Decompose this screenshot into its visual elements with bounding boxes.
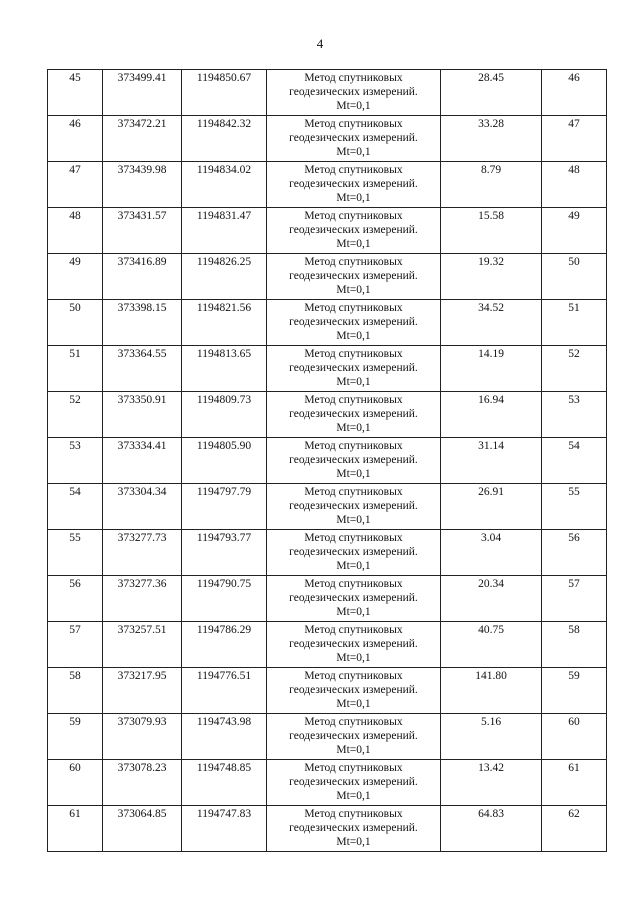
next-point-cell: 60 — [542, 714, 607, 760]
method-text: Метод спутниковых — [304, 210, 403, 222]
point-number-cell: 45 — [48, 70, 103, 116]
point-number-cell: 53 — [48, 438, 103, 484]
method-text: Метод спутниковых — [304, 164, 403, 176]
method-cell — [267, 300, 441, 346]
method-text: Mt=0,1 — [336, 560, 371, 572]
method-text: Метод спутниковых — [304, 808, 403, 820]
method-cell — [267, 392, 441, 438]
distance-cell: 34.52 — [441, 300, 542, 346]
table-row — [48, 484, 607, 530]
method-text: Mt=0,1 — [336, 514, 371, 526]
method-text: Метод спутниковых — [304, 302, 403, 314]
point-number-cell: 47 — [48, 162, 103, 208]
method-text: геодезических измерений. — [289, 408, 418, 420]
next-point-cell: 54 — [542, 438, 607, 484]
method-text: геодезических измерений. — [289, 224, 418, 236]
method-text: геодезических измерений. — [289, 362, 418, 374]
distance-cell: 64.83 — [441, 806, 542, 852]
next-point-cell: 57 — [542, 576, 607, 622]
distance-cell: 5.16 — [441, 714, 542, 760]
x-coordinate-cell: 373079.93 — [103, 714, 182, 760]
point-number-cell: 50 — [48, 300, 103, 346]
next-point-cell: 48 — [542, 162, 607, 208]
table-row — [48, 530, 607, 576]
table-row — [48, 714, 607, 760]
method-text: Mt=0,1 — [336, 100, 371, 112]
next-point-cell: 59 — [542, 668, 607, 714]
method-text: геодезических измерений. — [289, 454, 418, 466]
next-point-cell: 46 — [542, 70, 607, 116]
y-coordinate-cell: 1194748.85 — [182, 760, 267, 806]
next-point-cell: 56 — [542, 530, 607, 576]
next-point-cell: 62 — [542, 806, 607, 852]
table-row — [48, 668, 607, 714]
method-text: геодезических измерений. — [289, 776, 418, 788]
point-number-cell: 59 — [48, 714, 103, 760]
y-coordinate-cell: 1194743.98 — [182, 714, 267, 760]
x-coordinate-cell: 373304.34 — [103, 484, 182, 530]
point-number-cell: 51 — [48, 346, 103, 392]
method-text: геодезических измерений. — [289, 592, 418, 604]
x-coordinate-cell: 373431.57 — [103, 208, 182, 254]
method-cell — [267, 484, 441, 530]
table-row — [48, 162, 607, 208]
point-number-cell: 49 — [48, 254, 103, 300]
method-text: Mt=0,1 — [336, 836, 371, 848]
y-coordinate-cell: 1194776.51 — [182, 668, 267, 714]
next-point-cell: 50 — [542, 254, 607, 300]
distance-cell: 33.28 — [441, 116, 542, 162]
method-text: Mt=0,1 — [336, 698, 371, 710]
y-coordinate-cell: 1194813.65 — [182, 346, 267, 392]
next-point-cell: 47 — [542, 116, 607, 162]
x-coordinate-cell: 373078.23 — [103, 760, 182, 806]
point-number-cell: 48 — [48, 208, 103, 254]
method-text: Mt=0,1 — [336, 238, 371, 250]
x-coordinate-cell: 373364.55 — [103, 346, 182, 392]
y-coordinate-cell: 1194797.79 — [182, 484, 267, 530]
x-coordinate-cell: 373472.21 — [103, 116, 182, 162]
x-coordinate-cell: 373439.98 — [103, 162, 182, 208]
point-number-cell: 55 — [48, 530, 103, 576]
y-coordinate-cell: 1194805.90 — [182, 438, 267, 484]
y-coordinate-cell: 1194821.56 — [182, 300, 267, 346]
distance-cell: 3.04 — [441, 530, 542, 576]
y-coordinate-cell: 1194793.77 — [182, 530, 267, 576]
method-text: геодезических измерений. — [289, 316, 418, 328]
method-text: геодезических измерений. — [289, 638, 418, 650]
method-text: Метод спутниковых — [304, 394, 403, 406]
method-text: Метод спутниковых — [304, 532, 403, 544]
table-row — [48, 300, 607, 346]
point-number-cell: 54 — [48, 484, 103, 530]
table-row — [48, 622, 607, 668]
method-cell — [267, 208, 441, 254]
method-cell — [267, 806, 441, 852]
y-coordinate-cell: 1194790.75 — [182, 576, 267, 622]
x-coordinate-cell: 373350.91 — [103, 392, 182, 438]
method-cell — [267, 254, 441, 300]
y-coordinate-cell: 1194747.83 — [182, 806, 267, 852]
method-text: Mt=0,1 — [336, 790, 371, 802]
method-text: Mt=0,1 — [336, 422, 371, 434]
next-point-cell: 55 — [542, 484, 607, 530]
y-coordinate-cell: 1194809.73 — [182, 392, 267, 438]
distance-cell: 40.75 — [441, 622, 542, 668]
method-cell — [267, 70, 441, 116]
next-point-cell: 52 — [542, 346, 607, 392]
page-number: 4 — [316, 36, 324, 51]
method-text: Метод спутниковых — [304, 486, 403, 498]
distance-cell: 20.34 — [441, 576, 542, 622]
distance-cell: 15.58 — [441, 208, 542, 254]
distance-cell: 13.42 — [441, 760, 542, 806]
table-row — [48, 70, 607, 116]
method-cell — [267, 116, 441, 162]
distance-cell: 8.79 — [441, 162, 542, 208]
method-text: Метод спутниковых — [304, 348, 403, 360]
method-cell — [267, 530, 441, 576]
x-coordinate-cell: 373416.89 — [103, 254, 182, 300]
distance-cell: 26.91 — [441, 484, 542, 530]
method-text: Метод спутниковых — [304, 72, 403, 84]
distance-cell: 16.94 — [441, 392, 542, 438]
table-row — [48, 254, 607, 300]
method-cell — [267, 714, 441, 760]
method-text: Mt=0,1 — [336, 606, 371, 618]
x-coordinate-cell: 373217.95 — [103, 668, 182, 714]
table-row — [48, 116, 607, 162]
method-cell — [267, 438, 441, 484]
x-coordinate-cell: 373398.15 — [103, 300, 182, 346]
distance-cell: 28.45 — [441, 70, 542, 116]
method-text: Mt=0,1 — [336, 146, 371, 158]
method-text: геодезических измерений. — [289, 822, 418, 834]
y-coordinate-cell: 1194831.47 — [182, 208, 267, 254]
next-point-cell: 53 — [542, 392, 607, 438]
method-text: Метод спутниковых — [304, 762, 403, 774]
method-cell — [267, 162, 441, 208]
method-text: геодезических измерений. — [289, 86, 418, 98]
method-text: Mt=0,1 — [336, 330, 371, 342]
y-coordinate-cell: 1194834.02 — [182, 162, 267, 208]
method-cell — [267, 668, 441, 714]
method-cell — [267, 760, 441, 806]
method-text: Метод спутниковых — [304, 118, 403, 130]
table-row — [48, 208, 607, 254]
x-coordinate-cell: 373257.51 — [103, 622, 182, 668]
distance-cell: 141.80 — [441, 668, 542, 714]
table-row — [48, 806, 607, 852]
distance-cell: 14.19 — [441, 346, 542, 392]
table-row — [48, 576, 607, 622]
y-coordinate-cell: 1194842.32 — [182, 116, 267, 162]
method-text: Mt=0,1 — [336, 652, 371, 664]
point-number-cell: 58 — [48, 668, 103, 714]
x-coordinate-cell: 373064.85 — [103, 806, 182, 852]
table-row — [48, 392, 607, 438]
method-text: Метод спутниковых — [304, 578, 403, 590]
method-text: геодезических измерений. — [289, 178, 418, 190]
point-number-cell: 52 — [48, 392, 103, 438]
method-text: Метод спутниковых — [304, 670, 403, 682]
y-coordinate-cell: 1194786.29 — [182, 622, 267, 668]
method-cell — [267, 576, 441, 622]
table-row — [48, 760, 607, 806]
point-number-cell: 57 — [48, 622, 103, 668]
method-text: геодезических измерений. — [289, 684, 418, 696]
distance-cell: 31.14 — [441, 438, 542, 484]
method-cell — [267, 622, 441, 668]
table-row — [48, 346, 607, 392]
method-text: геодезических измерений. — [289, 546, 418, 558]
distance-cell: 19.32 — [441, 254, 542, 300]
method-text: Метод спутниковых — [304, 624, 403, 636]
table-row — [48, 438, 607, 484]
y-coordinate-cell: 1194850.67 — [182, 70, 267, 116]
x-coordinate-cell: 373277.36 — [103, 576, 182, 622]
next-point-cell: 51 — [542, 300, 607, 346]
method-text: геодезических измерений. — [289, 730, 418, 742]
method-text: Mt=0,1 — [336, 468, 371, 480]
point-number-cell: 60 — [48, 760, 103, 806]
next-point-cell: 61 — [542, 760, 607, 806]
method-text: Mt=0,1 — [336, 192, 371, 204]
next-point-cell: 58 — [542, 622, 607, 668]
method-text: геодезических измерений. — [289, 500, 418, 512]
method-text: Метод спутниковых — [304, 256, 403, 268]
x-coordinate-cell: 373277.73 — [103, 530, 182, 576]
method-text: Метод спутниковых — [304, 716, 403, 728]
x-coordinate-cell: 373334.41 — [103, 438, 182, 484]
method-text: Mt=0,1 — [336, 284, 371, 296]
point-number-cell: 61 — [48, 806, 103, 852]
x-coordinate-cell: 373499.41 — [103, 70, 182, 116]
point-number-cell: 46 — [48, 116, 103, 162]
table-body — [48, 70, 607, 852]
next-point-cell: 49 — [542, 208, 607, 254]
method-cell — [267, 346, 441, 392]
y-coordinate-cell: 1194826.25 — [182, 254, 267, 300]
coordinates-table — [47, 69, 607, 852]
method-text: Метод спутниковых — [304, 440, 403, 452]
method-text: Mt=0,1 — [336, 744, 371, 756]
method-text: геодезических измерений. — [289, 132, 418, 144]
point-number-cell: 56 — [48, 576, 103, 622]
method-text: геодезических измерений. — [289, 270, 418, 282]
method-text: Mt=0,1 — [336, 376, 371, 388]
